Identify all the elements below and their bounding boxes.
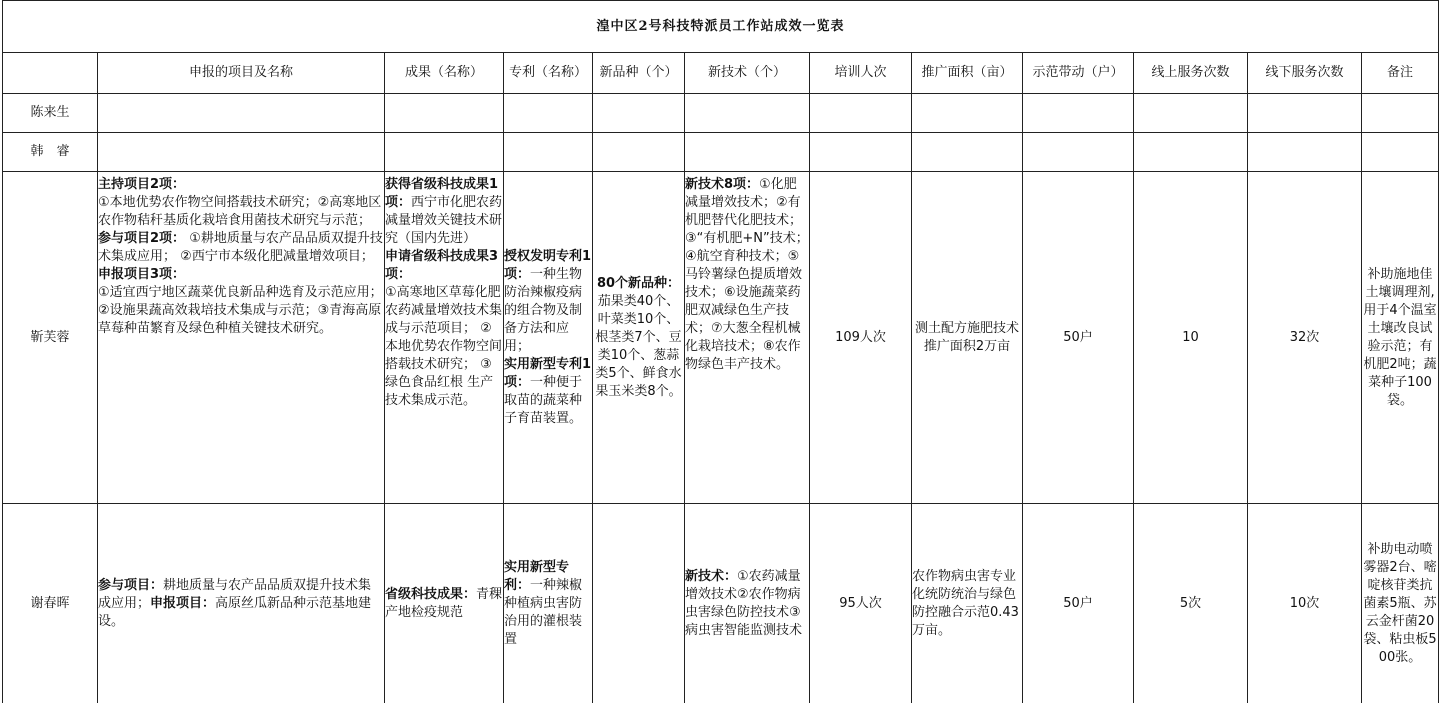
tech-text: ①农药减量增效技术②农作物病虫害绿色防控技术③病虫害智能监测技术 <box>685 569 803 638</box>
header-cell-patents: 专利（名称） <box>504 53 593 94</box>
empty-cell <box>385 94 504 133</box>
tech-cell <box>685 172 810 504</box>
join-item2-num: ② <box>180 249 192 264</box>
results-title: 省级科技成果： <box>385 587 477 602</box>
results-cell <box>385 172 504 504</box>
online-cell: 10 <box>1134 172 1248 504</box>
prov-results-title: 获得省级科技成果1项： <box>385 177 499 210</box>
empty-cell <box>685 133 810 172</box>
varieties-cell <box>593 172 685 504</box>
apply-projects-title: 申报项目： <box>150 596 216 611</box>
offline-cell: 10次 <box>1248 504 1362 703</box>
apply-projects-text: 高原丝瓜新品种示范基地建设。 <box>98 596 372 629</box>
utility-patent-title: 实用新型专利1项： <box>504 356 592 390</box>
utility-patent-text: 一种辣椒种植病虫害防治用的灌根装置 <box>504 578 583 647</box>
header-cell-results: 成果（名称） <box>385 53 504 94</box>
person-name: 陈来生 <box>3 94 98 133</box>
remark-cell: 补助施地佳土壤调理剂,用于4个温室土壤改良试验示范；有机肥2吨；蔬菜种子100袋。 <box>1362 172 1439 504</box>
demo-cell: 50户 <box>1023 504 1134 703</box>
offline-cell: 32次 <box>1248 172 1362 504</box>
apply-results-text3: ③绿色食品红根 生产技术集成示范。 <box>385 357 494 408</box>
results-text: 青稞产地检疫规范 <box>385 587 503 620</box>
empty-cell <box>685 94 810 133</box>
apply-projects-text: ①适宜西宁地区蔬菜优良新品种选育及示范应用； <box>98 285 383 300</box>
varieties-text: 茄果类40个、叶菜类10个、根茎类7个、豆类10个、葱蒜类5个、鲜食水果玉米类8个。 <box>595 293 682 399</box>
table-row <box>3 504 1439 703</box>
results-table <box>2 0 1439 703</box>
table-row <box>3 94 1439 133</box>
empty-cell <box>1023 133 1134 172</box>
apply-item2: 设施果蔬高效栽培技术集成与示范；③青海高原草莓种苗繁育及绿色种植关键技术研究。 <box>98 303 382 336</box>
header-cell-demo: 示范带动（户） <box>1023 53 1134 94</box>
header-cell-offline: 线下服务次数 <box>1248 53 1362 94</box>
join-projects-title: 参与项目： <box>98 578 164 593</box>
tech-title: 新技术8项： <box>685 177 760 192</box>
tech-cell <box>685 504 810 703</box>
area-cell: 农作物病虫害专业化统防统治与绿色防控融合示范0.43万亩。 <box>912 504 1023 703</box>
person-name: 靳芙蓉 <box>3 172 98 504</box>
apply-results-text1: ①高寒地区草莓化肥农药减量增效技术集成与示范项目； <box>385 285 503 336</box>
join-item1: 耕地质量与农产品品质双提升技术集成应用； <box>98 231 383 264</box>
header-cell-tech: 新技术（个） <box>685 53 810 94</box>
empty-cell <box>1362 94 1439 133</box>
header-cell-online: 线上服务次数 <box>1134 53 1248 94</box>
tech-text: ①化肥减量增效技术；②有机肥替代化肥技术；③“有机肥+N”技术；④航空育种技术；⑤马铃薯绿色提质增效技术；⑥设施蔬菜药肥双减绿色生产技术；⑦大葱全程机械化栽培技术；⑧农作物绿色丰产技术。 <box>685 177 809 372</box>
apply-results-title: 申请省级科技成果3项： <box>385 249 499 282</box>
demo-cell: 50户 <box>1023 172 1134 504</box>
prov-results-text: 西宁市化肥农药减量增效关键技术研究（国内先进） <box>385 195 503 246</box>
empty-cell <box>98 94 385 133</box>
patents-cell <box>504 504 593 703</box>
join-item2: 西宁市本级化肥减量增效项目； <box>191 249 374 264</box>
empty-cell <box>912 94 1023 133</box>
utility-patent-text: 一种便于取苗的蔬菜种子育苗装置。 <box>504 374 583 426</box>
varieties-cell <box>593 504 685 703</box>
invention-patent-text: 一种生物防治辣椒疫病的组合物及制备方法和应用； <box>504 266 583 354</box>
projects-cell <box>98 172 385 504</box>
host-projects-text: ①本地优势农作物空间搭载技术研究；②高寒地区农作物秸秆基质化栽培食用菌技术研究与示范； <box>98 195 382 228</box>
empty-cell <box>385 133 504 172</box>
header-cell-projects: 申报的项目及名称 <box>98 53 385 94</box>
training-cell: 109人次 <box>810 172 912 504</box>
table-row <box>3 172 1439 504</box>
empty-cell <box>98 133 385 172</box>
join-projects-title: 参与项目2项： <box>98 231 186 246</box>
header-cell-training: 培训人次 <box>810 53 912 94</box>
empty-cell <box>1134 94 1248 133</box>
host-projects-title: 主持项目2项： <box>98 177 186 192</box>
empty-cell <box>912 133 1023 172</box>
patents-cell <box>504 172 593 504</box>
empty-cell <box>593 94 685 133</box>
training-cell: 95人次 <box>810 504 912 703</box>
join-projects-text: 耕地质量与农产品品质双提升技术集成应用； <box>98 578 372 611</box>
empty-cell <box>1248 133 1362 172</box>
person-name: 谢春晖 <box>3 504 98 703</box>
empty-cell <box>1248 94 1362 133</box>
apply-item2-num: ② <box>98 303 110 318</box>
online-cell: 5次 <box>1134 504 1248 703</box>
varieties-title: 80个新品种： <box>596 275 681 291</box>
header-cell-name <box>3 53 98 94</box>
header-row <box>3 53 1439 94</box>
empty-cell <box>504 133 593 172</box>
utility-patent-title: 实用新型专利： <box>504 560 570 593</box>
table-title: 湟中区2号科技特派员工作站成效一览表 <box>3 1 1439 53</box>
table-row <box>3 133 1439 172</box>
empty-cell <box>504 94 593 133</box>
projects-cell <box>98 504 385 703</box>
header-cell-remark: 备注 <box>1362 53 1439 94</box>
area-cell: 测土配方施肥技术推广面积2万亩 <box>912 172 1023 504</box>
results-cell <box>385 504 504 703</box>
join-item1-num: ① <box>189 231 201 246</box>
empty-cell <box>810 133 912 172</box>
invention-patent-title: 授权发明专利1项： <box>504 248 592 282</box>
person-name: 韩 睿 <box>3 133 98 172</box>
tech-title: 新技术： <box>685 569 738 584</box>
empty-cell <box>1023 94 1134 133</box>
empty-cell <box>1362 133 1439 172</box>
header-cell-varieties: 新品种（个） <box>593 53 685 94</box>
remark-cell: 补助电动喷雾器2台、嘧啶核苷类抗菌素5瓶、苏云金杆菌20袋、粘虫板500张。 <box>1362 504 1439 703</box>
empty-cell <box>593 133 685 172</box>
apply-results-text2: ②本地优势农作物空间搭载技术研究； <box>385 321 503 372</box>
empty-cell <box>810 94 912 133</box>
apply-projects-title: 申报项目3项： <box>98 267 186 282</box>
header-cell-area: 推广面积（亩） <box>912 53 1023 94</box>
empty-cell <box>1134 133 1248 172</box>
